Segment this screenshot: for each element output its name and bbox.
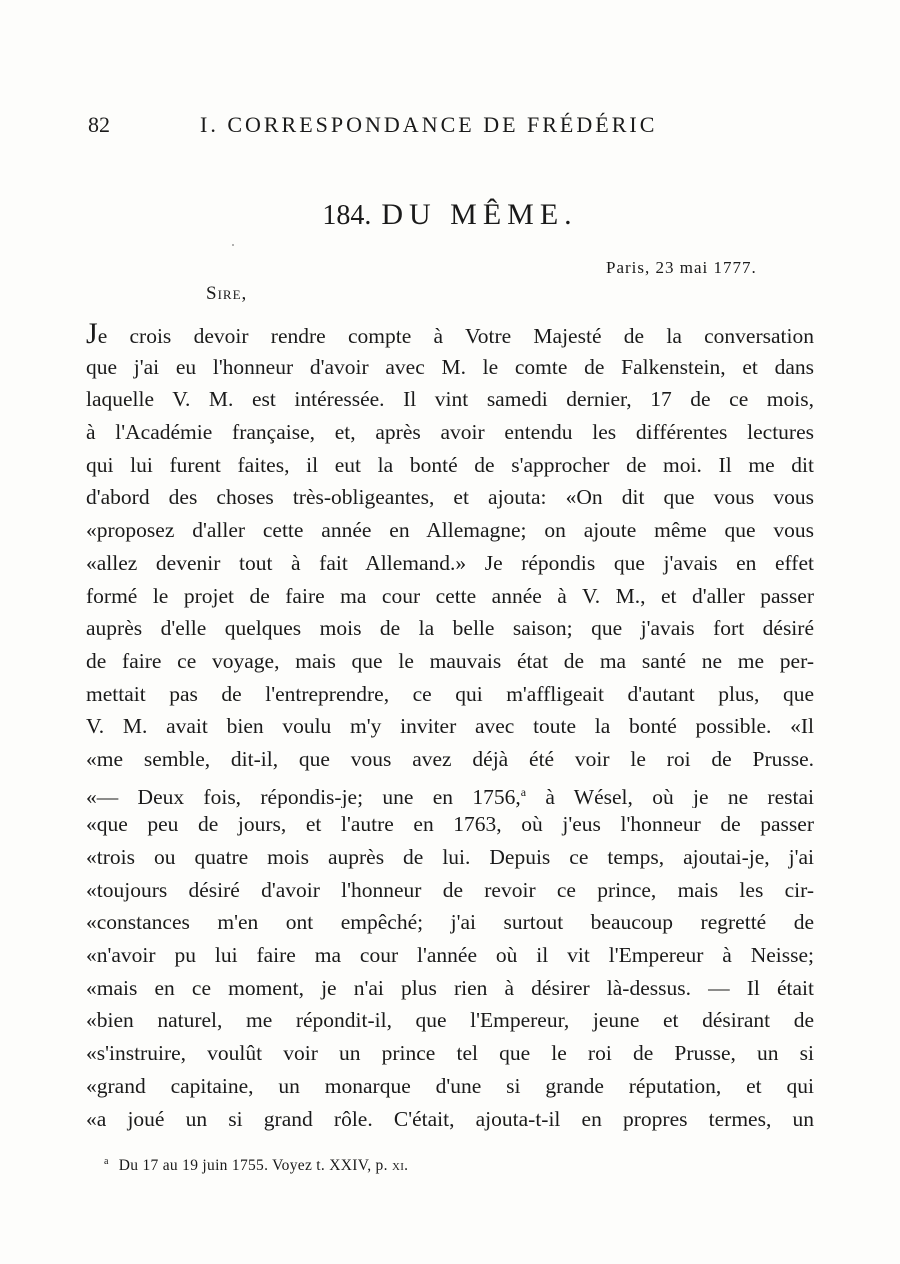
body-line: «n'avoir pu lui faire ma cour l'année où il vit l'Empereur à Neisse; xyxy=(86,943,814,968)
body-line: «me semble, dit-il, que vous avez déjà été voir le roi de Prusse. xyxy=(86,746,814,771)
running-head xyxy=(88,112,808,142)
body-line-text: à Wésel, où je ne restai xyxy=(526,784,814,809)
body-line: auprès d'elle quelques mois de la belle saison; que j'avais fort désiré xyxy=(86,616,814,641)
body-line: «proposez d'aller cette année en Allemagne; on ajoute même que vous xyxy=(86,518,814,543)
body-line: «grand capitaine, un monarque d'une si grande réputation, et qui xyxy=(86,1073,814,1098)
footnote-marker: a xyxy=(104,1156,109,1167)
body-line: à l'Académie française, et, après avoir entendu les différentes lectures xyxy=(86,420,814,445)
body-line: «trois ou quatre mois auprès de lui. Depuis ce temps, ajoutai-je, j'ai xyxy=(86,845,814,869)
salutation: Sire, xyxy=(206,283,248,304)
letter-number: 184. xyxy=(322,200,372,231)
running-title: I. CORRESPONDANCE DE FRÉDÉRIC xyxy=(200,112,658,137)
print-speck xyxy=(232,244,234,246)
body-line: de faire ce voyage, mais que le mauvais état de ma santé ne me per- xyxy=(86,648,814,673)
body-line: qui lui furent faites, il eut la bonté de s'approcher de moi. Il me dit xyxy=(86,452,814,477)
letter-heading xyxy=(0,198,900,232)
dateline: Paris, 23 mai 1777. xyxy=(606,258,757,277)
letter-title: DU MÊME. xyxy=(381,198,578,231)
body-line-text: e crois devoir rendre compte à Votre Majesté de la conversation xyxy=(97,324,814,348)
footnote-page-ref: xi. xyxy=(391,1157,409,1175)
footnote xyxy=(104,1156,408,1175)
body-line: «a joué un si grand rôle. C'était, ajouta-t-il en propres termes, un xyxy=(86,1106,814,1131)
body-line: que j'ai eu l'honneur d'avoir avec M. le comte de Falkenstein, et dans xyxy=(86,354,814,379)
footnote-text: Du 17 au 19 juin 1755. Voyez t. XXIV, p. xyxy=(118,1157,392,1175)
body-line: «toujours désiré d'avoir l'honneur de revoir ce prince, mais les cir- xyxy=(86,877,814,902)
drop-cap: J xyxy=(86,318,98,350)
footnote-reference[interactable]: a xyxy=(520,784,527,799)
body-line-text: «— Deux fois, répondis-je; une en 1756, xyxy=(86,784,521,809)
body-line: «s'instruire, voulût voir un prince tel que le roi de Prusse, un si xyxy=(86,1041,814,1066)
body-line: d'abord des choses très-obligeantes, et ajouta: «On dit que vous vous xyxy=(86,485,814,510)
body-line: mettait pas de l'entreprendre, ce qui m'affligeait d'autant plus, que xyxy=(86,681,814,706)
body-line: «bien naturel, me répondit-il, que l'Empereur, jeune et désirant de xyxy=(86,1008,814,1033)
body-line: laquelle V. M. est intéressée. Il vint samedi dernier, 17 de ce mois, xyxy=(86,387,814,412)
body-line: V. M. avait bien voulu m'y inviter avec toute la bonté possible. «Il xyxy=(86,714,814,739)
body-line: «mais en ce moment, je n'ai plus rien à désirer là-dessus. — Il était xyxy=(86,975,814,1000)
letter-body xyxy=(86,318,814,1135)
page-number: 82 xyxy=(88,112,110,137)
body-line xyxy=(86,318,814,351)
body-line: «allez devenir tout à fait Allemand.» Je répondis que j'avais en effet xyxy=(86,550,814,575)
body-line: formé le projet de faire ma cour cette année à V. M., et d'aller passer xyxy=(86,583,814,608)
body-line: «constances m'en ont empêché; j'ai surtout beaucoup regretté de xyxy=(86,910,814,935)
body-line: «que peu de jours, et l'autre en 1763, où j'eus l'honneur de passer xyxy=(86,812,814,837)
body-line xyxy=(86,776,814,809)
